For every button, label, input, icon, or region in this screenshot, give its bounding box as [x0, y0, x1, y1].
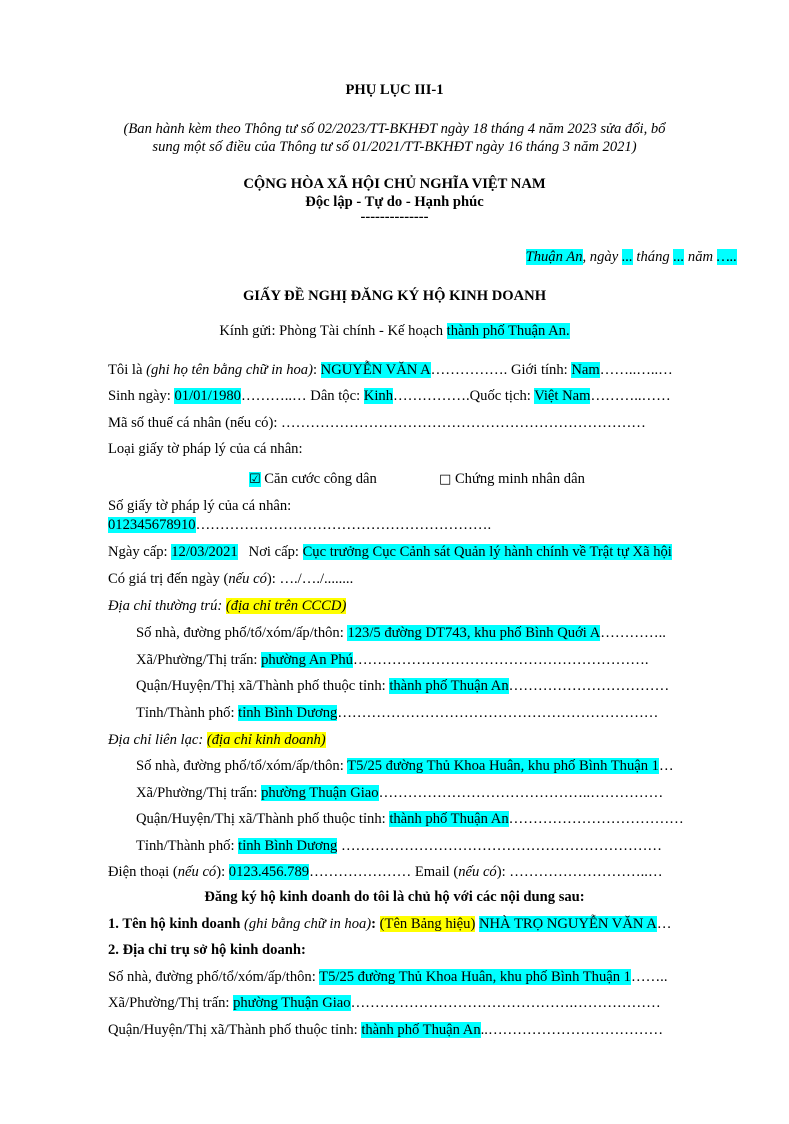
- id-option-identity-card[interactable]: □ Chứng minh nhân dân: [439, 471, 585, 487]
- contact-ward-field[interactable]: phường Thuận Giao: [261, 785, 379, 801]
- perm-district-line: Quận/Huyện/Thị xã/Thành phố thuộc tỉnh: thành phố Thuận An……………………………: [136, 678, 670, 694]
- biz-street-field[interactable]: T5/25 đường Thủ Khoa Huân, khu phố Bình Thuận 1: [319, 969, 631, 985]
- id-number-label: Số giấy tờ pháp lý của cá nhân:: [108, 498, 292, 514]
- contact-ward-line: Xã/Phường/Thị trấn: phường Thuận Giao……………………………………..……………: [136, 785, 664, 801]
- biz-district-field[interactable]: thành phố Thuận An: [361, 1022, 481, 1038]
- issuance-note-line2: sung một số điều của Thông tư số 01/2021/TT-BKHĐT ngày 16 tháng 3 năm 2021): [152, 139, 637, 155]
- date-place[interactable]: Thuận An: [525, 249, 583, 265]
- contact-province-field[interactable]: tỉnh Bình Dương: [238, 838, 338, 854]
- perm-province-field[interactable]: tỉnh Bình Dương: [238, 705, 338, 721]
- name-line: Tôi là (ghi họ tên bằng chữ in hoa): NGUYỄN VĂN A……………. Giới tính: Nam……..…..…: [108, 362, 673, 378]
- perm-province-line: Tỉnh/Thành phố: tỉnh Bình Dương…………………………………………………………: [136, 705, 659, 721]
- full-name-field[interactable]: NGUYỄN VĂN A: [320, 362, 431, 378]
- contact-province-line: Tỉnh/Thành phố: tỉnh Bình Dương …………………………………………………………: [136, 838, 663, 854]
- contact-district-line: Quận/Huyện/Thị xã/Thành phố thuộc tỉnh: thành phố Thuận An………………………………: [136, 811, 684, 827]
- form-title: GIẤY ĐỀ NGHỊ ĐĂNG KÝ HỘ KINH DOANH: [242, 288, 547, 304]
- id-number-line: 012345678910…………………………………………………….: [108, 517, 492, 533]
- birth-line: Sinh ngày: 01/01/1980………..… Dân tộc: Kinh…………….Quốc tịch: Việt Nam………..……: [108, 388, 671, 404]
- business-name-field[interactable]: NHÀ TRỌ NGUYỄN VĂN A: [478, 916, 657, 932]
- tax-code-line[interactable]: Mã số thuế cá nhân (nếu có): …………………………………………………………………: [108, 415, 646, 431]
- biz-district-line: Quận/Huyện/Thị xã/Thành phố thuộc tỉnh: thành phố Thuận An..………………………………: [108, 1022, 664, 1038]
- date-day[interactable]: ...: [621, 249, 633, 265]
- perm-ward-field[interactable]: phường An Phú: [261, 652, 353, 668]
- checkbox-empty-icon[interactable]: □: [439, 472, 452, 487]
- ethnicity-field[interactable]: Kinh: [363, 388, 393, 404]
- nation-header: CỘNG HÒA XÃ HỘI CHỦ NGHĨA VIỆT NAM: [243, 176, 546, 192]
- business-address-heading: 2. Địa chỉ trụ sở hộ kinh doanh:: [108, 942, 306, 958]
- email-field[interactable]: ): ………………………..…: [496, 864, 663, 880]
- permanent-address-note: (địa chỉ trên CCCD): [225, 598, 347, 614]
- perm-street-line: Số nhà, đường phố/tổ/xóm/ấp/thôn: 123/5 đường DT743, khu phố Bình Quới A…………..: [136, 625, 666, 641]
- id-type-label: Loại giấy tờ pháp lý của cá nhân:: [108, 441, 303, 457]
- id-number-field[interactable]: 012345678910: [108, 517, 196, 533]
- id-option-citizen[interactable]: ☑ Căn cước công dân: [249, 471, 377, 487]
- issue-line: Ngày cấp: 12/03/2021 Nơi cấp: Cục trưởng Cục Cảnh sát Quản lý hành chính về Trật tự Xã hội: [108, 544, 672, 560]
- perm-district-field[interactable]: thành phố Thuận An: [389, 678, 509, 694]
- contact-address-note: (địa chỉ kinh doanh): [206, 732, 326, 748]
- contact-address-heading: Địa chỉ liên lạc: (địa chỉ kinh doanh): [108, 732, 326, 748]
- nationality-field[interactable]: Việt Nam: [534, 388, 591, 404]
- valid-until-line[interactable]: Có giá trị đến ngày (nếu có): …./…./........: [108, 571, 354, 587]
- motto: Độc lập - Tự do - Hạnh phúc: [305, 194, 484, 210]
- phone-email-line: Điện thoại (nếu có): 0123.456.789………………… Email (nếu có): ………………………..…: [108, 864, 663, 880]
- date-month[interactable]: ...: [673, 249, 685, 265]
- phone-field[interactable]: 0123.456.789: [228, 864, 310, 880]
- business-name-line: 1. Tên hộ kinh doanh (ghi bằng chữ in hoa): (Tên Bảng hiệu) NHÀ TRỌ NGUYỄN VĂN A…: [108, 916, 672, 932]
- header-rule: --------------: [360, 209, 429, 225]
- appendix-title: PHỤ LỤC III-1: [345, 82, 444, 98]
- checkbox-checked-icon[interactable]: ☑: [249, 472, 261, 487]
- registration-heading: Đăng ký hộ kinh doanh do tôi là chủ hộ với các nội dung sau:: [204, 889, 585, 905]
- issuance-note-line1: (Ban hành kèm theo Thông tư số 02/2023/TT-BKHĐT ngày 18 tháng 4 năm 2023 sửa đổi, bổ: [123, 121, 666, 137]
- contact-street-field[interactable]: T5/25 đường Thủ Khoa Huân, khu phố Bình Thuận 1: [347, 758, 659, 774]
- contact-district-field[interactable]: thành phố Thuận An: [389, 811, 509, 827]
- biz-ward-line: Xã/Phường/Thị trấn: phường Thuận Giao……………………………………….………………: [108, 995, 661, 1011]
- perm-ward-line: Xã/Phường/Thị trấn: phường An Phú…………………………………………………….: [136, 652, 649, 668]
- biz-ward-field[interactable]: phường Thuận Giao: [233, 995, 351, 1011]
- date-year[interactable]: …..: [716, 249, 737, 265]
- perm-street-field[interactable]: 123/5 đường DT743, khu phố Bình Quới A: [347, 625, 601, 641]
- issuer-field[interactable]: Cục trưởng Cục Cảnh sát Quản lý hành chính về Trật tự Xã hội: [302, 544, 672, 560]
- permanent-address-heading: Địa chỉ thường trú: (địa chỉ trên CCCD): [108, 598, 347, 614]
- issue-date-field[interactable]: 12/03/2021: [171, 544, 238, 560]
- recipient-line: Kính gửi: Phòng Tài chính - Kế hoạch thành phố Thuận An.: [219, 323, 570, 339]
- contact-street-line: Số nhà, đường phố/tổ/xóm/ấp/thôn: T5/25 đường Thủ Khoa Huân, khu phố Bình Thuận 1…: [136, 758, 674, 774]
- recipient-field[interactable]: thành phố Thuận An.: [446, 323, 570, 339]
- signboard-note: (Tên Bảng hiệu): [379, 916, 476, 932]
- gender-field[interactable]: Nam: [571, 362, 600, 378]
- date-line: Thuận An, ngày ... tháng ... năm …..: [525, 249, 737, 265]
- biz-street-line: Số nhà, đường phố/tổ/xóm/ấp/thôn: T5/25 đường Thủ Khoa Huân, khu phố Bình Thuận 1……..: [108, 969, 668, 985]
- dob-field[interactable]: 01/01/1980: [174, 388, 241, 404]
